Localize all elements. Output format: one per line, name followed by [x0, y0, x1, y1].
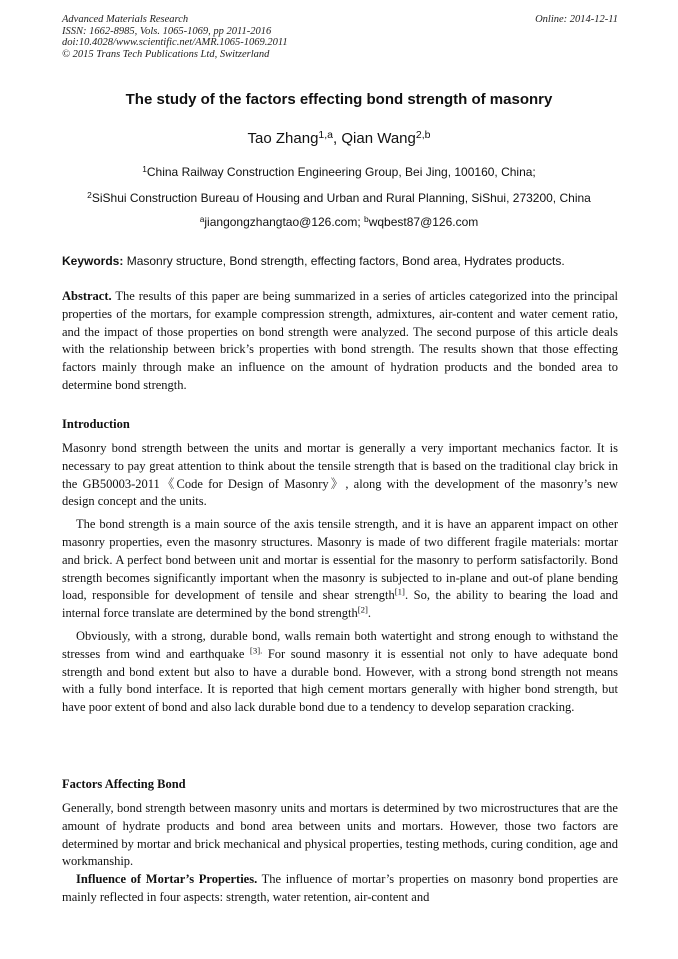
email-line [0, 215, 678, 229]
subsection-label: Influence of Mortar’s Properties. [76, 872, 258, 887]
paragraph [62, 871, 618, 907]
paragraph-text: Obviously, with a strong, durable bond, walls remain both watertight and strong enough to withstand the stresses from wind and earthquake [62, 628, 618, 661]
abstract-label: Abstract. [62, 289, 112, 303]
copyright-line: © 2015 Trans Tech Publications Ltd, Switzerland [62, 48, 270, 60]
affil-marker: 1 [142, 163, 147, 174]
online-date: Online: 2014-12-11 [535, 14, 618, 25]
citation: [3]. [249, 645, 263, 656]
author-name: Tao Zhang [247, 130, 319, 147]
keywords-text: Masonry structure, Bond strength, effecting factors, Bond area, Hydrates products. [123, 254, 565, 268]
paragraph [62, 516, 618, 623]
paragraph: Generally, bond strength between masonry units and mortars is determined by two microstructures that are the amount of hydrate products and bond area between units and mortars. However, those two factors are determined by mortar and brick mechanical and physical properties, testing methods, curing condition, age and workmanship. [62, 801, 618, 869]
introduction-body [62, 440, 618, 717]
paragraph-text: For sound masonry it is essential not only to have adequate bond strength and bond extent but also to have a durable bond. However, with a strong bond strength not means with a fully bond interface. It is reported that high cement mortars generally with higher bond strength, but have poor extent of bond and also lack durable bond due to a tendency to develop separation cracking. [62, 646, 618, 715]
affil-text: SiShui Construction Bureau of Housing and Urban and Rural Planning, SiShui, 273200, China [91, 191, 591, 205]
email-marker: a [199, 213, 205, 224]
author-line [0, 130, 678, 147]
keywords-label: Keywords: [62, 254, 124, 268]
citation: [2] [357, 604, 368, 615]
paragraph-text: . [367, 606, 372, 621]
doi-line: doi:10.4028/www.scientific.net/AMR.1065-1069.2011 [62, 37, 288, 48]
abstract-text: The results of this paper are being summarized in a series of articles categorized into the principal properties of the mortars, for example compression strength, admixtures, air-content and water cement ratio, and the impact of those properties on bond strength were analyzed. The second purpose of this article deals with the relationship between brick’s properties with bond strength. The results shown that those effecting factors mainly through make an influence on the amount of hydration products and the bonded area to determine bond strength. [62, 289, 618, 392]
paragraph: Masonry bond strength between the units and mortar is generally a very important mechanics factor. It is necessary to pay great attention to think about the tensile strength that is based on the traditional clay brick in the GB50003-2011《Code for Design of Masonry》, along with the development of the masonry’s new design concept and the units. [62, 441, 618, 509]
section-heading-introduction: Introduction [62, 417, 130, 431]
keywords [62, 254, 618, 268]
author-name: Qian Wang [341, 130, 416, 147]
issn-line: ISSN: 1662-8985, Vols. 1065-1069, pp 2011-2016 [62, 25, 272, 37]
paragraph-text: The bond strength is a main source of the axis tensile strength, and it is have an apparent impact on other masonry properties, even the masonry structures. Masonry is made of two different fragile materials: mortar and brick. A perfect bond between unit and mortar is essential for the masonry to perform satisfactorily. Bond strength becomes significantly important when the masonry is subjected to in-plane and out-of plane bending load, responsible for development of tensile and shear strength [62, 517, 618, 603]
affiliation-2 [0, 191, 678, 205]
section-heading-factors: Factors Affecting Bond [62, 777, 186, 791]
affil-text: China Railway Construction Engineering Group, Bei Jing, 100160, China; [146, 165, 536, 179]
paragraph [62, 628, 618, 717]
journal-header [62, 14, 618, 60]
author-affil-marker: 2,b [415, 128, 431, 141]
email-a: jiangongzhangtao@126.com; [204, 215, 365, 229]
affil-marker: 2 [87, 189, 92, 200]
paper-title: The study of the factors effecting bond strength of masonry [125, 91, 553, 108]
paragraph-text: The influence of mortar’s properties on masonry bond properties are mainly reflected in four aspects: strength, water retention, air-content and [62, 872, 618, 904]
affiliation-1 [0, 165, 678, 179]
author-affil-marker: 1,a [318, 128, 334, 141]
email-marker: b [364, 213, 369, 224]
author-separator: , [333, 130, 342, 147]
factors-body [62, 800, 618, 907]
paragraph-text: . So, the ability to bearing the load and internal force translate are determined by the bond strength [62, 588, 618, 621]
citation: [1] [394, 587, 405, 597]
email-b: wqbest87@126.com [368, 215, 479, 229]
journal-name: Advanced Materials Research [62, 14, 189, 25]
abstract [62, 288, 618, 395]
